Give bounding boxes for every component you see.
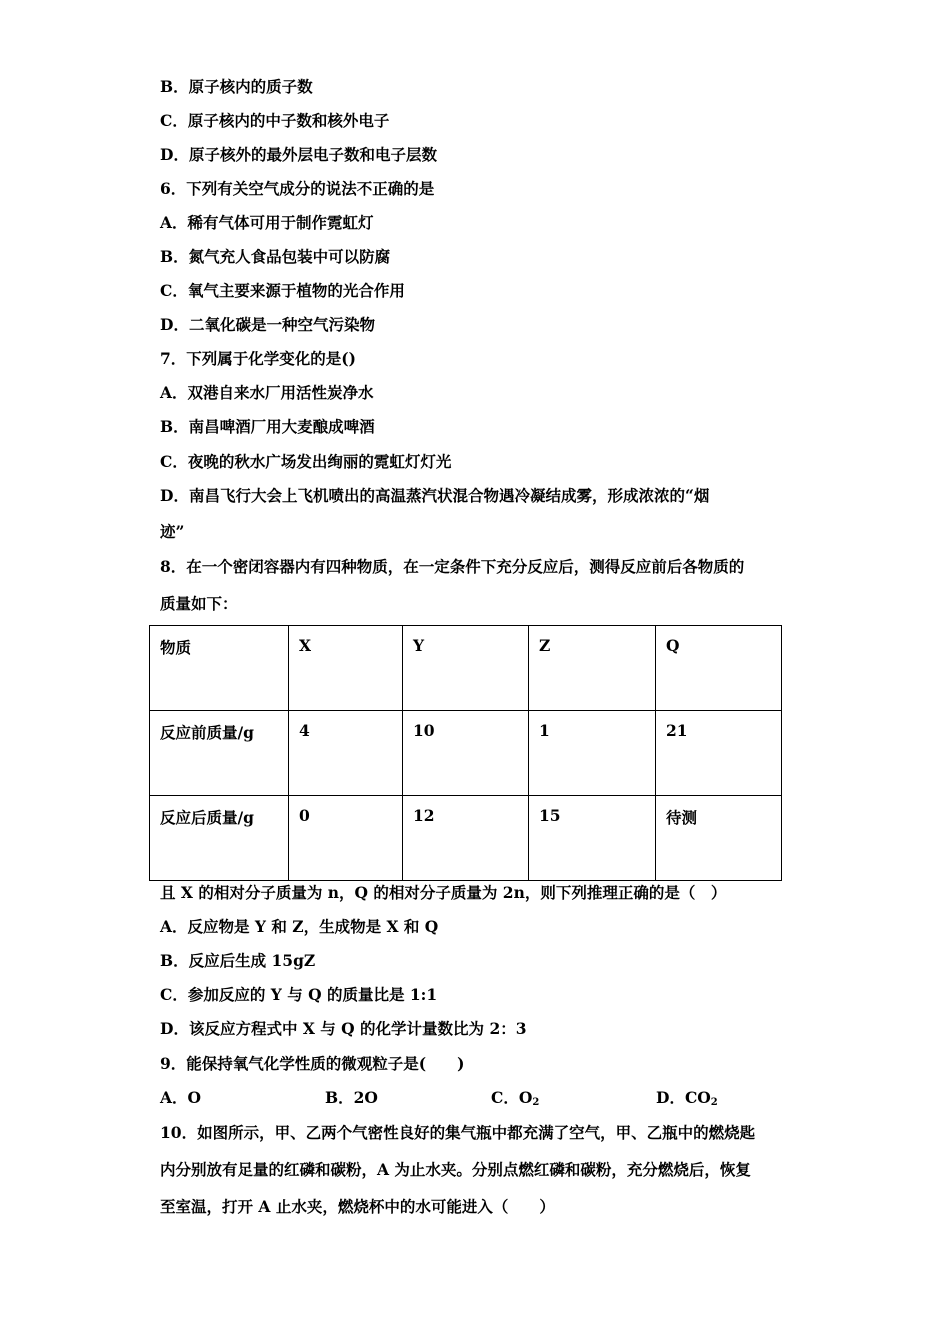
q9-option-c xyxy=(491,1088,539,1113)
q9-option-d xyxy=(656,1088,718,1113)
q9-option-b: B．2O xyxy=(325,1088,378,1107)
table-cell: 15 xyxy=(529,796,656,881)
q8-stem-line2: 质量如下： xyxy=(160,594,238,613)
table-cell: 21 xyxy=(656,711,782,796)
table-header-cell: 物质 xyxy=(150,626,289,711)
q9-option-c-text: C．O xyxy=(491,1088,533,1107)
q5-option-c: C．原子核内的中子数和核外电子 xyxy=(160,111,390,130)
q6-option-b: B．氮气充人食品包装中可以防腐 xyxy=(160,247,391,266)
q7-option-d-line2: 迹” xyxy=(160,522,185,541)
q6-stem: 6．下列有关空气成分的说法不正确的是 xyxy=(160,179,435,198)
table-cell: 10 xyxy=(403,711,529,796)
q8-condition: 且 X 的相对分子质量为 n，Q 的相对分子质量为 2n，则下列推理正确的是（ ） xyxy=(160,883,727,902)
q6-option-c: C．氧气主要来源于植物的光合作用 xyxy=(160,281,405,300)
q10-stem-line3: 至室温，打开 A 止水夹，燃烧杯中的水可能进入（ ） xyxy=(160,1197,555,1216)
q9-stem: 9．能保持氧气化学性质的微观粒子是( ) xyxy=(160,1054,465,1073)
q7-option-a: A．双港自来水厂用活性炭净水 xyxy=(160,383,374,402)
q6-option-d: D．二氧化碳是一种空气污染物 xyxy=(160,315,375,334)
table-cell: 0 xyxy=(289,796,403,881)
q8-option-a: A．反应物是 Y 和 Z，生成物是 X 和 Q xyxy=(160,917,439,936)
q7-option-b: B．南昌啤酒厂用大麦酿成啤酒 xyxy=(160,417,375,436)
table-row xyxy=(150,796,782,881)
table-header-cell: Z xyxy=(529,626,656,711)
q6-option-a: A．稀有气体可用于制作霓虹灯 xyxy=(160,213,374,232)
table-header-row xyxy=(150,626,782,711)
q7-option-d-line1: D．南昌飞行大会上飞机喷出的高温蒸汽状混合物遇冷凝结成雾，形成浓浓的“烟 xyxy=(160,486,710,505)
table-cell: 4 xyxy=(289,711,403,796)
table-cell: 12 xyxy=(403,796,529,881)
table-cell: 反应后质量/g xyxy=(150,796,289,881)
table-header-cell: Y xyxy=(403,626,529,711)
q8-option-d: D．该反应方程式中 X 与 Q 的化学计量数比为 2：3 xyxy=(160,1019,527,1038)
q9-option-d-subscript: 2 xyxy=(710,1097,718,1108)
q8-stem-line1: 8．在一个密闭容器内有四种物质，在一定条件下充分反应后，测得反应前后各物质的 xyxy=(160,557,745,576)
q5-option-d: D．原子核外的最外层电子数和电子层数 xyxy=(160,145,437,164)
table-cell: 1 xyxy=(529,711,656,796)
mass-table xyxy=(149,625,782,881)
q9-option-a: A．O xyxy=(160,1088,202,1107)
q8-option-b: B．反应后生成 15gZ xyxy=(160,951,316,970)
q7-option-c: C．夜晚的秋水广场发出绚丽的霓虹灯灯光 xyxy=(160,452,452,471)
q10-stem-line1: 10．如图所示，甲、乙两个气密性良好的集气瓶中都充满了空气，甲、乙瓶中的燃烧匙 xyxy=(160,1123,756,1142)
q5-option-b: B．原子核内的质子数 xyxy=(160,77,313,96)
q9-option-d-text: D．CO xyxy=(656,1088,711,1107)
q10-stem-line2: 内分别放有足量的红磷和碳粉，A 为止水夹。分别点燃红磷和碳粉，充分燃烧后，恢复 xyxy=(160,1160,751,1179)
table-cell: 待测 xyxy=(656,796,782,881)
table-row xyxy=(150,711,782,796)
table-header-cell: Q xyxy=(656,626,782,711)
table-header-cell: X xyxy=(289,626,403,711)
q9-option-c-subscript: 2 xyxy=(532,1097,540,1108)
table-cell: 反应前质量/g xyxy=(150,711,289,796)
q7-stem: 7．下列属于化学变化的是() xyxy=(160,349,356,368)
q8-option-c: C．参加反应的 Y 与 Q 的质量比是 1:1 xyxy=(160,985,438,1004)
